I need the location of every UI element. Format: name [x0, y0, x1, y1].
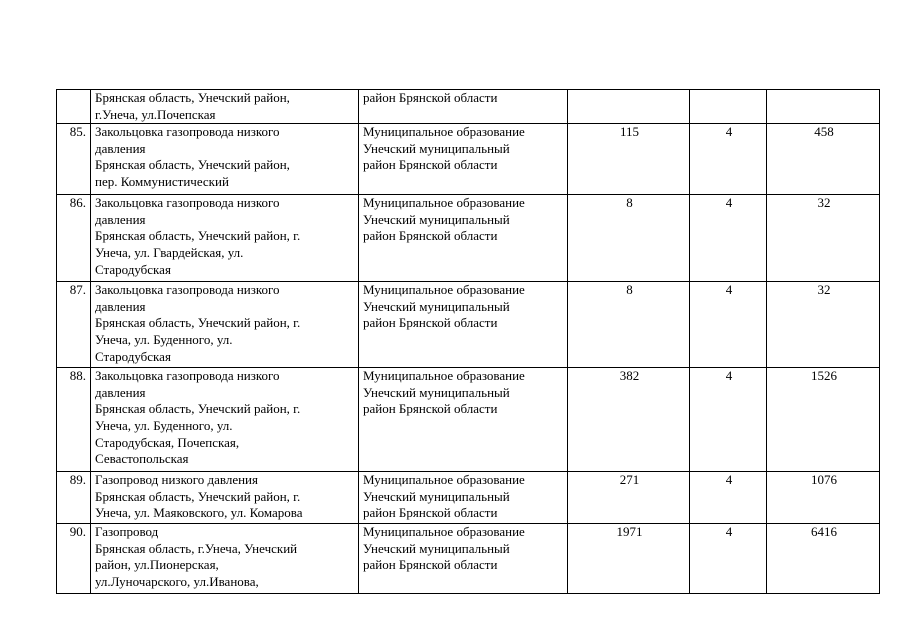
- row-number: 89.: [57, 472, 91, 524]
- row-number: 90.: [57, 524, 91, 594]
- value-b: 4: [690, 124, 767, 195]
- value-a: [568, 90, 690, 124]
- row-number: 87.: [57, 282, 91, 368]
- owner: Муниципальное образование Унечский муниципальный район Брянской области: [359, 282, 568, 368]
- table-row: [57, 195, 880, 282]
- object-name: Закольцовка газопровода низкого давления Брянская область, Унечский район, г. Унеча, ул. Гвардейская, ул. Стародубская: [91, 195, 359, 282]
- table-row: [57, 368, 880, 472]
- table-row: [57, 90, 880, 124]
- value-b: 4: [690, 195, 767, 282]
- value-b: 4: [690, 472, 767, 524]
- owner: Муниципальное образование Унечский муниципальный район Брянской области: [359, 124, 568, 195]
- object-name: Газопровод низкого давления Брянская область, Унечский район, г. Унеча, ул. Маяковского, ул. Комарова: [91, 472, 359, 524]
- row-number: [57, 90, 91, 124]
- value-a: 271: [568, 472, 690, 524]
- value-c: 6416: [767, 524, 880, 594]
- value-c: 458: [767, 124, 880, 195]
- value-c: 1076: [767, 472, 880, 524]
- value-a: 8: [568, 282, 690, 368]
- object-name: Газопровод Брянская область, г.Унеча, Унечский район, ул.Пионерская, ул.Луночарского, ул.Иванова,: [91, 524, 359, 594]
- object-name: Закольцовка газопровода низкого давления Брянская область, Унечский район, пер. Коммунистический: [91, 124, 359, 195]
- value-c: 32: [767, 195, 880, 282]
- data-table: [56, 89, 880, 594]
- value-c: [767, 90, 880, 124]
- table-row: [57, 472, 880, 524]
- owner: Муниципальное образование Унечский муниципальный район Брянской области: [359, 472, 568, 524]
- table-row: [57, 282, 880, 368]
- row-number: 85.: [57, 124, 91, 195]
- table-row: [57, 524, 880, 594]
- row-number: 86.: [57, 195, 91, 282]
- owner: Муниципальное образование Унечский муниципальный район Брянской области: [359, 195, 568, 282]
- value-a: 115: [568, 124, 690, 195]
- value-b: 4: [690, 524, 767, 594]
- value-b: 4: [690, 282, 767, 368]
- value-a: 382: [568, 368, 690, 472]
- object-name: Закольцовка газопровода низкого давления Брянская область, Унечский район, г. Унеча, ул. Буденного, ул. Стародубская: [91, 282, 359, 368]
- object-name: Брянская область, Унечский район, г.Унеча, ул.Почепская: [91, 90, 359, 124]
- table-row: [57, 124, 880, 195]
- row-number: 88.: [57, 368, 91, 472]
- value-b: [690, 90, 767, 124]
- owner: Муниципальное образование Унечский муниципальный район Брянской области: [359, 524, 568, 594]
- value-a: 8: [568, 195, 690, 282]
- value-c: 32: [767, 282, 880, 368]
- value-a: 1971: [568, 524, 690, 594]
- owner: Муниципальное образование Унечский муниципальный район Брянской области: [359, 368, 568, 472]
- value-b: 4: [690, 368, 767, 472]
- object-name: Закольцовка газопровода низкого давления Брянская область, Унечский район, г. Унеча, ул. Буденного, ул. Стародубская, Почепская, Севастопольская: [91, 368, 359, 472]
- value-c: 1526: [767, 368, 880, 472]
- owner: район Брянской области: [359, 90, 568, 124]
